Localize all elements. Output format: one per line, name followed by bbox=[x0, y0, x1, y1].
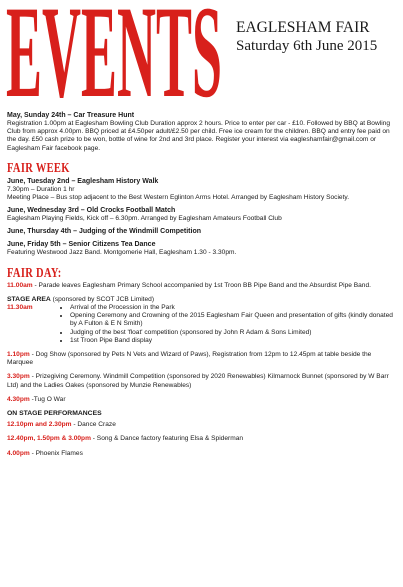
event-title: June, Friday 5th – Senior Citizens Tea Dance bbox=[7, 241, 156, 249]
dog-show-text: - Dog Show (sponsored by Pets N Vets and Wizard of Paws), Registration from 12pm to 12.45pm at table beside the Marquee bbox=[7, 351, 372, 367]
fair-day-heading: FAIR DAY: bbox=[7, 265, 62, 281]
list-item: • Arrival of the Procession in the Park bbox=[70, 304, 399, 312]
event-title: June, Wednesday 3rd – Old Crocks Football Match bbox=[7, 207, 176, 215]
performance-item bbox=[7, 450, 399, 458]
fair-week-event bbox=[7, 227, 399, 236]
performance-item bbox=[7, 421, 399, 429]
parade-text: - Parade leaves Eaglesham Primary School accompanied by 1st Troon BB Pipe Band and the Absurdist Pipe Band. bbox=[32, 281, 371, 289]
event-body: Featuring Westwood Jazz Band. Montgomerie Hall, Eaglesham 1.30 - 3.30pm. bbox=[7, 249, 237, 257]
list-item: • Opening Ceremony and Crowning of the 2015 Eaglesham Fair Queen and presentation of gifts (kindly donated by A Fulton & E N Smith) bbox=[70, 312, 399, 328]
tug-of-war-text: -Tug O War bbox=[29, 395, 66, 403]
events-content bbox=[7, 111, 399, 458]
prizegiving-text: - Prizegiving Ceremony. Windmill Competition (sponsored by 2020 Renewables) Kilmarnock Bunnet (sponsored by W Barr Ltd) and the Ladies Oakes (sponsored by Munzie Renewables) bbox=[7, 373, 389, 389]
performance-time: 4.00pm bbox=[7, 449, 30, 457]
event-title: June, Thursday 4th – Judging of the Windmill Competition bbox=[7, 228, 201, 236]
may-event-title: May, Sunday 24th – Car Treasure Hunt bbox=[7, 112, 135, 119]
stage-area bbox=[7, 296, 399, 345]
fair-date: Saturday 6th June 2015 bbox=[236, 38, 378, 54]
may-event-body: Registration 1.00pm at Eaglesham Bowling Club Duration approx 2 hours. Price to enter per car - £10. Followed by BBQ at Bowling Club from approx 4.00pm. BBQ priced at £4.50per adult/£2.50 per child. Free ice cream for the children. BBQ and entry fee paid on the day. £50 cash prize to be won, bottle of wine for 2nd and 3rd place. Register your interest via eagleshamfair@gmail.com or Eaglesham Fair facebook page. bbox=[7, 120, 391, 152]
prizegiving-time: 3.30pm bbox=[7, 373, 30, 381]
tug-of-war-item bbox=[7, 396, 399, 404]
performance-text: - Song & Dance factory featuring Elsa & Spiderman bbox=[90, 435, 244, 443]
tug-of-war-time: 4.30pm bbox=[7, 395, 30, 403]
prizegiving-item bbox=[7, 373, 399, 389]
list-item: • 1st Troon Pipe Band display bbox=[70, 337, 399, 345]
performance-item bbox=[7, 435, 399, 443]
events-logo-graphic bbox=[4, 4, 226, 104]
stage-area-title: STAGE AREA bbox=[7, 295, 51, 303]
performance-text: - Phoenix Flames bbox=[29, 449, 83, 457]
on-stage-performances bbox=[7, 410, 399, 458]
stage-area-sponsor: (sponsored by SCOT JCB Limited) bbox=[50, 295, 155, 303]
fair-week-heading: FAIR WEEK bbox=[7, 160, 70, 176]
event-title: June, Tuesday 2nd – Eaglesham History Walk bbox=[7, 177, 159, 185]
event-body: Eaglesham Playing Fields, Kick off – 6.30pm. Arranged by Eaglesham Amateurs Football Club bbox=[7, 215, 282, 223]
parade-time: 11.00am bbox=[7, 281, 33, 289]
dog-show-time: 1.10pm bbox=[7, 351, 30, 359]
dog-show-item bbox=[7, 351, 399, 367]
events-logo-text: EVENTS bbox=[6, 4, 222, 104]
list-item: • Judging of the best 'float' competition (sponsored by John R Adam & Sons Limited) bbox=[70, 329, 399, 337]
fair-name: EAGLESHAM FAIR bbox=[236, 19, 370, 36]
on-stage-title: ON STAGE PERFORMANCES bbox=[7, 410, 102, 418]
events-logo bbox=[4, 4, 226, 104]
fair-title-block bbox=[236, 18, 398, 56]
stage-items bbox=[60, 304, 399, 345]
stage-time: 11.30am bbox=[7, 304, 33, 312]
event-body: 7.30pm – Duration 1 hr Meeting Place – Bus stop adjacent to the Best Western Eglinton Arms Hotel. Arranged by Eaglesham History Society. bbox=[7, 185, 350, 202]
fair-week-event bbox=[7, 240, 399, 257]
performance-time: 12.40pm, 1.50pm & 3.00pm bbox=[7, 435, 91, 443]
may-event bbox=[7, 111, 399, 153]
performance-text: - Dance Craze bbox=[71, 421, 116, 429]
performance-time: 12.10pm and 2.30pm bbox=[7, 421, 72, 429]
fair-week-event bbox=[7, 206, 399, 223]
